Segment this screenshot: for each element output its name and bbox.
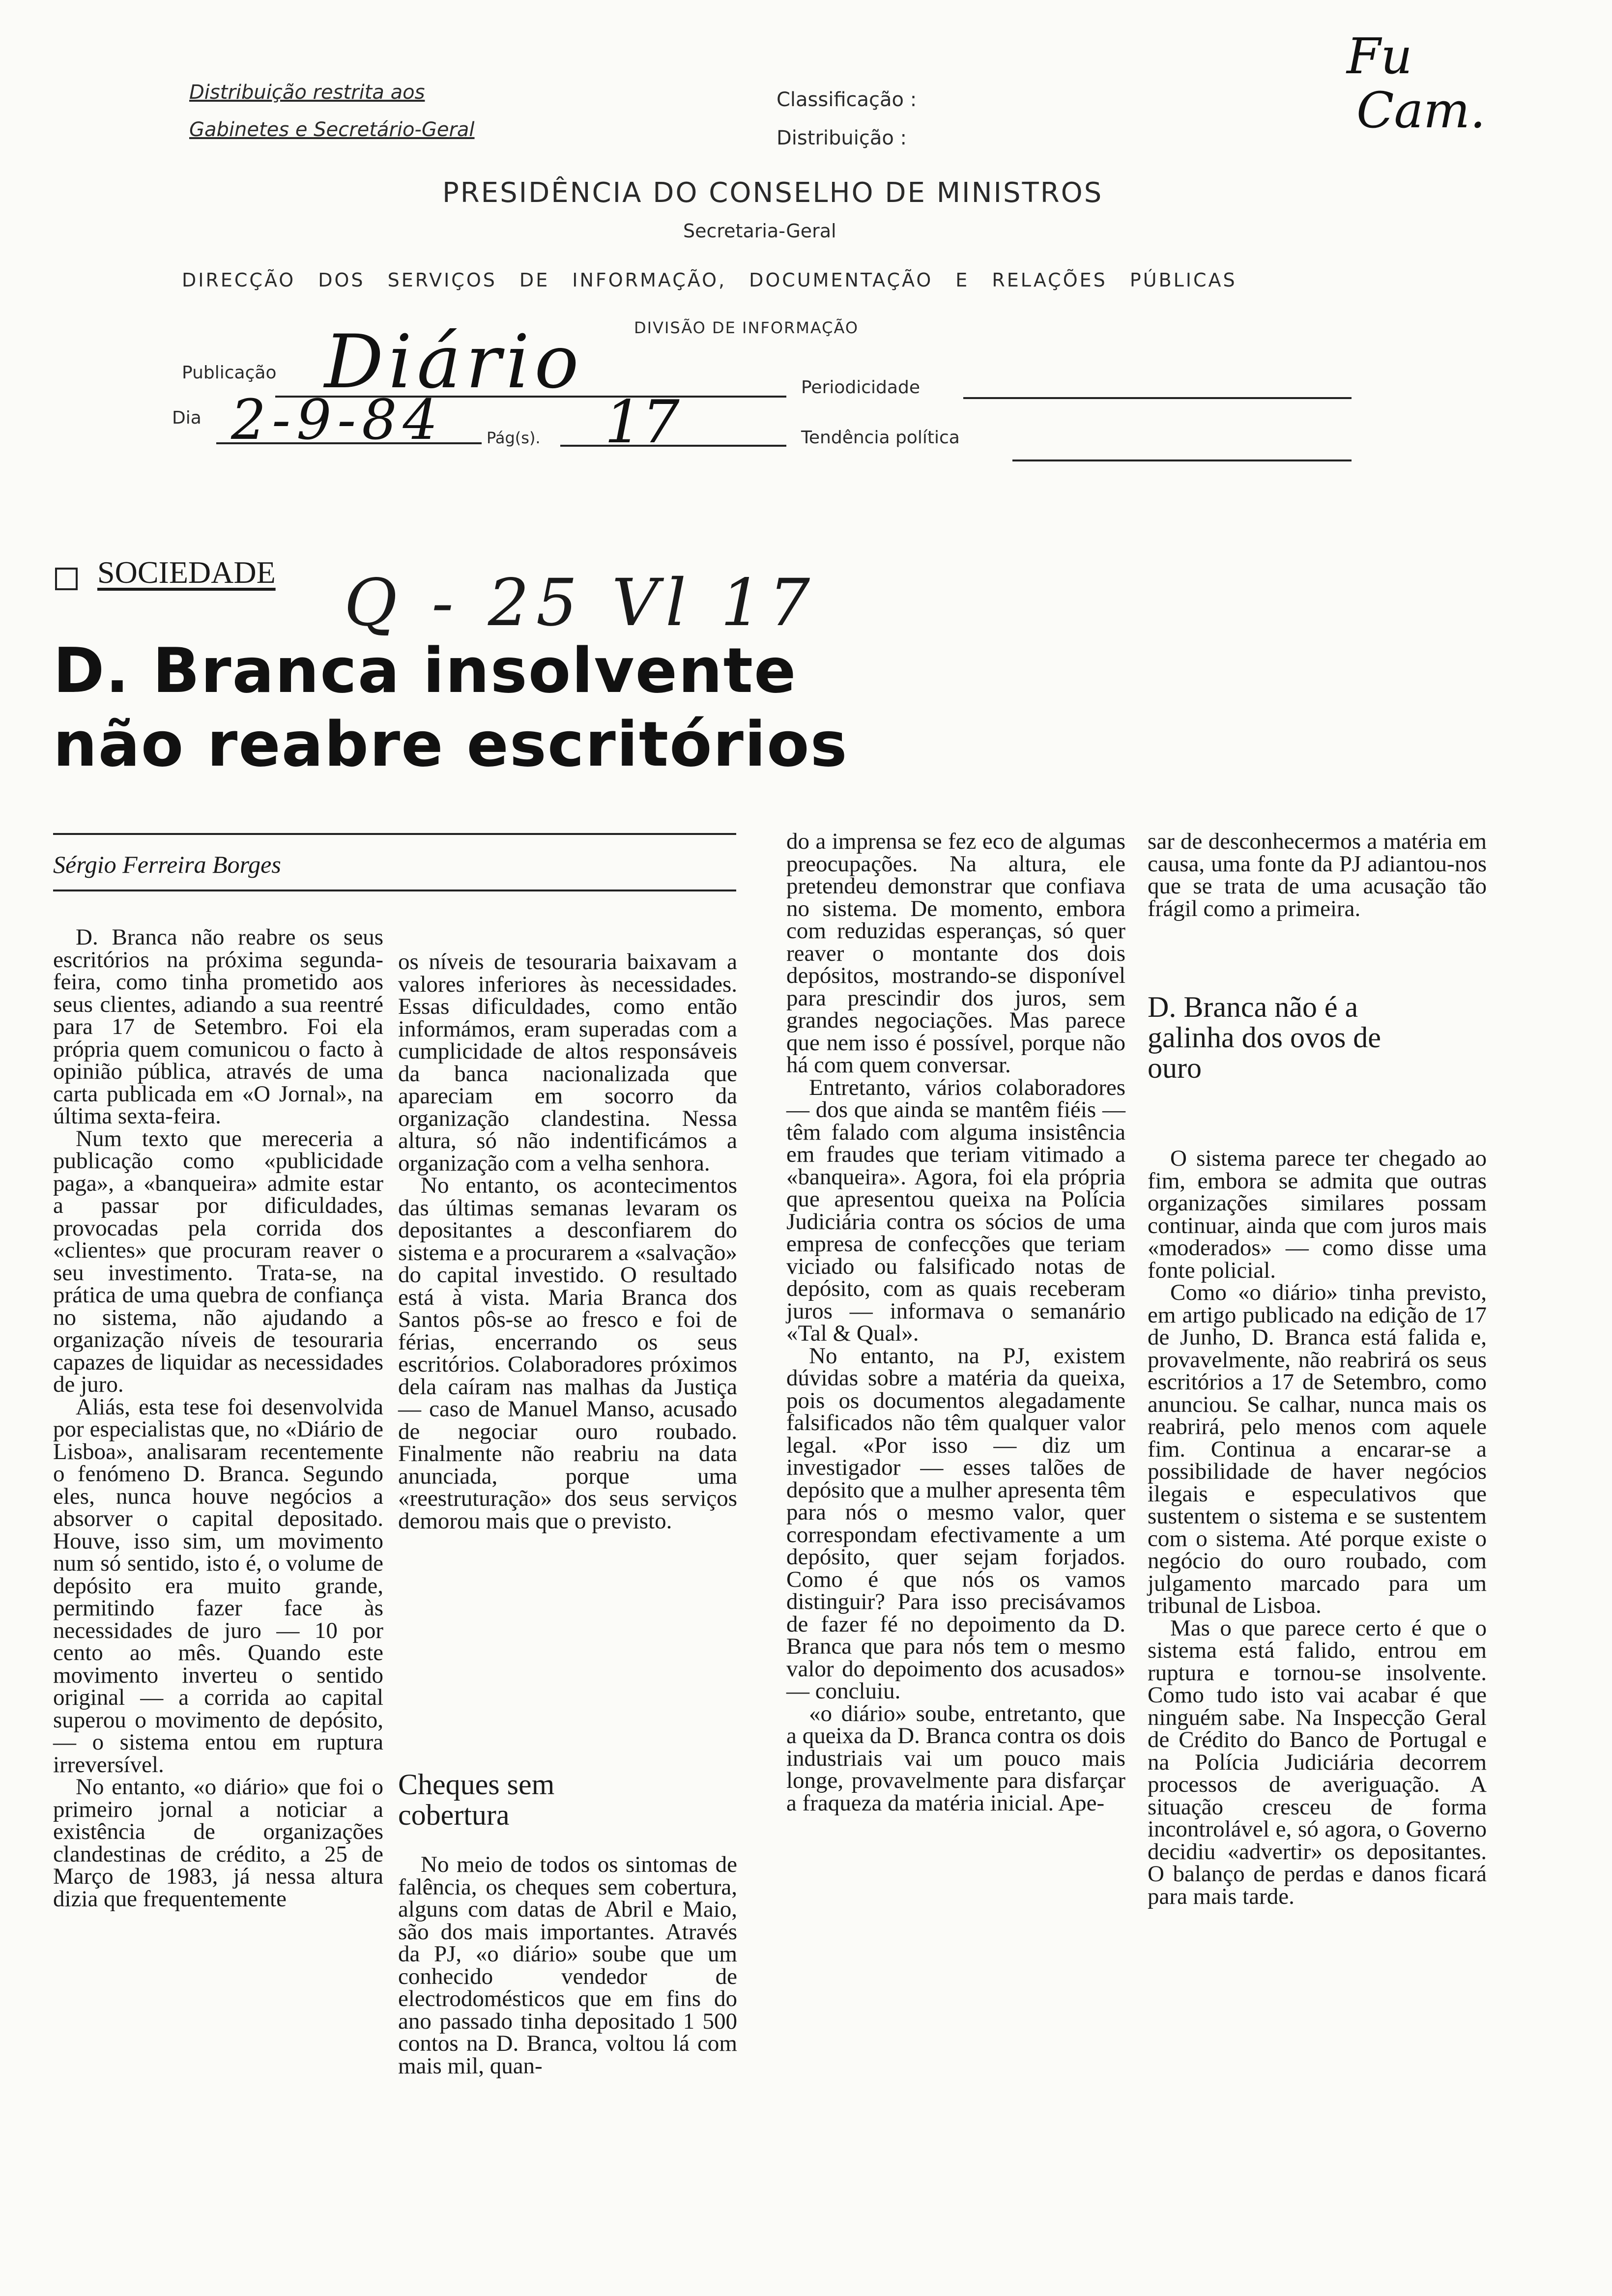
paragraph: os níveis de tesouraria baixavam a valores inferiores às necessidades. Essas dificuldades, como então informámos, eram superadas com a cumplicidade de altos responsáveis da banca nacionalizada que apareciam em socorro da organização clandestina. Nessa altura, só não indentificámos a organização com a velha senhora. [398, 949, 737, 1176]
distribution-note [189, 74, 475, 148]
political-label: Tendência política [801, 428, 960, 448]
paragraph: No entanto, na PJ, existem dúvidas sobre a matéria da queixa, pois os documentos alegadamente falsificados não têm qualquer valor legal. «Por isso — diz um investigador — esses talões de depósito que a mulher apresenta têm para nós o mesmo valor, quer correspondam efectivamente a um depósito, quer sejam forjados. Como é que nós os vamos distinguir? Para isso precisávamos de fazer fé no depoimento da D. Branca que para nós tem o mesmo valor do depoimento dos acusados» — concluiu. [786, 1343, 1125, 1704]
paragraph: No entanto, «o diário» que foi o primeiro jornal a noticiar a existência de organizações clandestinas de crédito, a 25 de Março de 1983, já nessa altura dizia que frequentemente [53, 1774, 383, 1912]
directorate-title: DIRECÇÃO DOS SERVIÇOS DE INFORMAÇÃO, DOCUMENTAÇÃO E RELAÇÕES PÚBLICAS [182, 269, 1237, 291]
headline [53, 634, 848, 781]
date-handwriting: 2-9-84 [231, 388, 444, 452]
day-label: Dia [172, 408, 202, 428]
paragraph: «o diário» soube, entretanto, que a queixa da D. Branca contra os dois industriais vai um pouco mais longe, provavelmente para disfarçar a fraqueza da matéria inicial. Ape- [786, 1700, 1125, 1816]
corner-handwriting-line2: Cam. [1356, 82, 1486, 139]
byline-rule [53, 890, 736, 891]
paragraph: D. Branca não reabre os seus escritórios na próxima segunda-feira, como tinha prometido aos seus clientes, adiando a sua reentré para 17 de Setembro. Foi ela própria quem comunicou o facto à opinião pública, através de uma carta publicada em «O Jornal», na última sexta-feira. [53, 924, 383, 1129]
paragraph: Mas o que parece certo é que o sistema está falido, entrou em ruptura e tornou-se insolvente. Como tudo isto vai acabar é que ninguém sabe. Na Inspecção Geral de Crédito do Banco de Portugal e na Polícia Judiciária decorrem processos de averiguação. A situação cresceu de forma incontrolável e, só agora, o Governo decidiu «advertir» os depositantes. O balanço de perdas e danos ficará para mais tarde. [1148, 1615, 1487, 1909]
paragraph: Aliás, esta tese foi desenvolvida por especialistas que, no «Diário de Lisboa», analisaram recentemente o fenómeno D. Branca. Segundo eles, nunca houve negócios a absorver o capital depositado. Houve, isso sim, um movimento num só sentido, isto é, o volume de depósito era muito grande, permitindo fazer face às necessidades de juro — 10 por cento ao mês. Quando este movimento inverteu o sentido original — a corrida ao capital superou o movimento de depósito, — o sistema entou em ruptura irreversível. [53, 1394, 383, 1778]
corner-handwriting [1347, 29, 1486, 138]
paragraph: do a imprensa se fez eco de algumas preocupações. Na altura, ele pretendeu demonstrar que confiava no sistema. De momento, embora com reduzidas esperanças, só quer reaver o montante dos dois depósitos, mostrando-se disponível para prescindir dos juros, sem grandes negociações. Mas parece que nem isso é possível, porque não há com quem conversar. [786, 829, 1125, 1078]
headline-handwriting: Q - 25 Vl 17 [344, 565, 817, 641]
headline-line2: não reabre escritórios [53, 708, 848, 780]
article-column-2 [398, 951, 737, 1532]
political-line [1012, 459, 1352, 461]
periodicity-label: Periodicidade [801, 377, 920, 398]
pages-handwriting: 17 [604, 388, 680, 457]
distribution-note-line1: Distribuição restrita aos [189, 81, 425, 104]
paragraph: Entretanto, vários colaboradores — dos que ainda se mantêm fiéis — têm falado com alguma insistência em fraudes que teriam vitimado a «banqueira». Agora, foi ela própria que apresentou queixa na Polícia Judiciária contra os sócios de uma empresa de confecções que teriam viciado ou falsificado notas de depósito, com as quais receberam juros — informava o semanário «Tal & Qual». [786, 1074, 1125, 1346]
paragraph: No entanto, os acontecimentos das últimas semanas levaram os depositantes a desconfiarem do sistema e a procurarem a «salvação» do capital investido. O resultado está à vista. Maria Branca dos Santos pôs-se ao fresco e foi de férias, encerrando os seus escritórios. Colaboradores próximos dela caíram nas malhas da Justiça — caso de Manuel Manso, acusado de negociar ouro roubado. Finalmente não reabriu na data anunciada, porque uma «reestruturação» dos seus serviços demorou mais que o previsto. [398, 1173, 737, 1534]
presidency-title: PRESIDÊNCIA DO CONSELHO DE MINISTROS [442, 177, 1103, 209]
paragraph: No meio de todos os sintomas de falência, os cheques sem cobertura, alguns com datas de Abril e Maio, são dos mais importantes. Através da PJ, «o diário» soube que um conhecido vendedor de electrodomésticos que em fins do ano passado tinha depositado 1 500 contos na D. Branca, voltou lá com mais mil, quan- [398, 1852, 737, 2079]
article-column-1 [53, 926, 383, 1910]
subheading-galinha: D. Branca não é a galinha dos ovos de ouro [1148, 991, 1381, 1084]
division-label: DIVISÃO DE INFORMAÇÃO [634, 318, 859, 337]
article-column-2b [398, 1854, 737, 2077]
publication-handwriting: Diário [324, 319, 584, 405]
paragraph: sar de desconhecermos a matéria em causa, uma fonte da PJ adiantou-nos que se trata de uma acusação tão frágil como a primeira. [1148, 829, 1487, 921]
publication-label: Publicação [182, 363, 277, 383]
paragraph: Num texto que mereceria a publicação como «publicidade paga», a «banqueira» admite estar a passar por dificuldades, provocadas pela corrida dos «clientes» que procuram reaver o seu investimento. Trata-se, na prática de uma quebra de confiança no sistema, não ajudando a organização níveis de tesouraria capazes de liquidar as necessidades de juro. [53, 1125, 383, 1397]
periodicity-line [963, 397, 1352, 399]
corner-handwriting-line1: Fu [1347, 28, 1412, 85]
classification-label: Classificação : [777, 88, 917, 111]
article-column-4b [1148, 1148, 1487, 1908]
subheading-cheques: Cheques sem cobertura [398, 1768, 555, 1831]
paragraph: Como «o diário» tinha previsto, em artigo publicado na edição de 17 de Junho, D. Branca está falida e, provavelmente, não reabrirá os seus escritórios a 17 de Setembro, como anunciou. Se calhar, nunca mais os reabrirá, pelo menos com aquele fim. Continua a encarar-se a possibilidade de haver negócios ilegais e especulativos que sustentem o sistema e se sustentem com o sistema. Até porque existe o negócio do ouro roubado, com julgamento marcado para um tribunal de Lisboa. [1148, 1280, 1487, 1618]
article-column-4 [1148, 831, 1487, 920]
article-column-3 [786, 831, 1125, 1814]
pages-label: Pág(s). [487, 429, 541, 447]
distribution-label: Distribuição : [777, 127, 907, 149]
distribution-note-line2: Gabinetes e Secretário-Geral [189, 118, 475, 141]
section-checkbox [55, 568, 78, 590]
section-label: SOCIEDADE [97, 555, 276, 590]
paragraph: O sistema parece ter chegado ao fim, embora se admita que outras organizações similares possam continuar, ainda que com juros mais «moderados» — como disse uma fonte policial. [1148, 1146, 1487, 1283]
author-byline: Sérgio Ferreira Borges [53, 851, 281, 878]
headline-line1: D. Branca insolvente [53, 634, 797, 707]
secretariat-label: Secretaria-Geral [683, 220, 836, 242]
headline-rule [53, 833, 736, 835]
